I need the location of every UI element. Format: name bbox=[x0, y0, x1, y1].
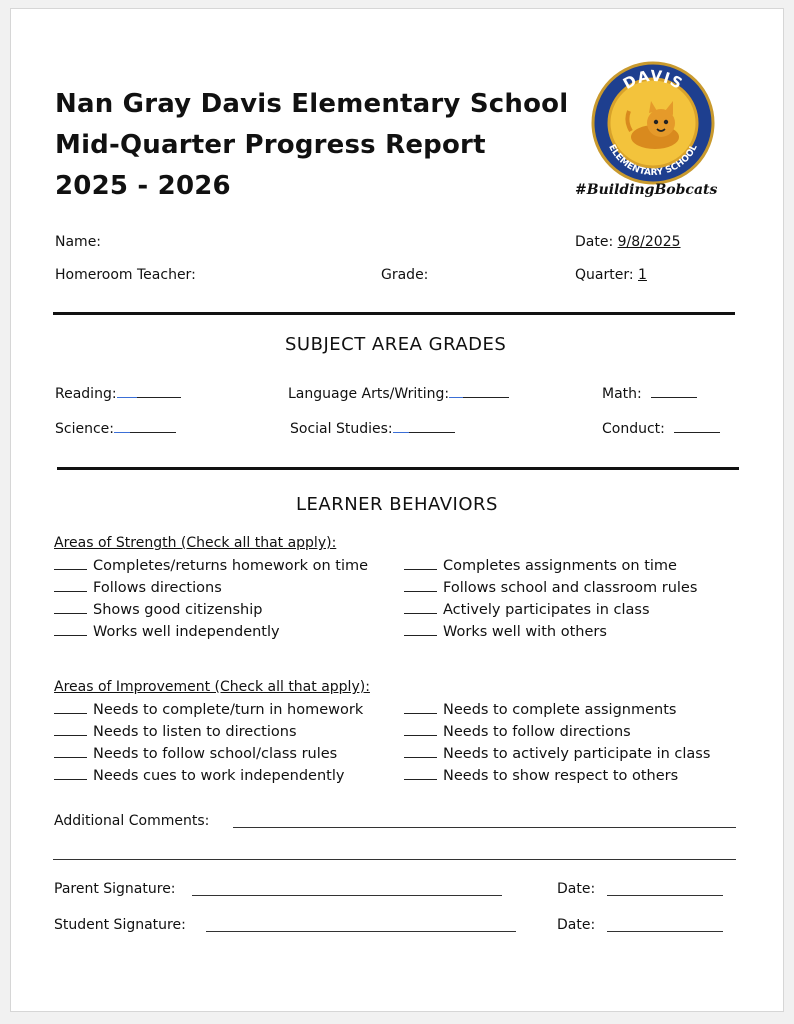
student-signature-label: Student Signature: bbox=[54, 917, 186, 933]
report-page bbox=[10, 8, 784, 1012]
checkbox-blank[interactable] bbox=[404, 624, 437, 636]
checkbox-blank[interactable] bbox=[404, 746, 437, 758]
parent-date-label: Date: bbox=[557, 881, 596, 897]
logo-text-bottom: ELEMENTARY SCHOOL bbox=[606, 143, 700, 179]
improvement-item[interactable]: Needs to show respect to others bbox=[404, 768, 678, 784]
logo-text-top: DAVIS bbox=[619, 66, 687, 94]
parent-date-line[interactable] bbox=[607, 895, 723, 896]
parent-signature-label: Parent Signature: bbox=[54, 881, 176, 897]
conduct-field bbox=[602, 420, 720, 437]
hashtag: #BuildingBobcats bbox=[575, 182, 718, 198]
improvement-heading: Areas of Improvement (Check all that apply): bbox=[54, 679, 370, 695]
language-arts-field bbox=[288, 385, 509, 402]
checkbox-blank[interactable] bbox=[54, 746, 87, 758]
subject-grades-title: SUBJECT AREA GRADES bbox=[285, 334, 507, 355]
improvement-item[interactable]: Needs cues to work independently bbox=[54, 768, 344, 784]
reading-label: Reading: bbox=[55, 386, 117, 402]
math-blank[interactable] bbox=[651, 385, 697, 398]
math-label: Math: bbox=[602, 386, 642, 402]
student-date-line[interactable] bbox=[607, 931, 723, 932]
report-title: Mid-Quarter Progress Report bbox=[55, 130, 486, 160]
strength-item[interactable]: Follows school and classroom rules bbox=[404, 580, 697, 596]
comments-line-2[interactable] bbox=[53, 859, 736, 860]
teacher-label: Homeroom Teacher: bbox=[55, 267, 196, 283]
date-value: 9/8/2025 bbox=[617, 234, 681, 250]
reading-blank[interactable] bbox=[137, 385, 181, 398]
checkbox-blank[interactable] bbox=[54, 602, 87, 614]
school-name: Nan Gray Davis Elementary School bbox=[55, 89, 569, 119]
improvement-item[interactable]: Needs to complete assignments bbox=[404, 702, 676, 718]
strength-item[interactable]: Completes assignments on time bbox=[404, 558, 677, 574]
checkbox-blank[interactable] bbox=[404, 768, 437, 780]
strength-item[interactable]: Follows directions bbox=[54, 580, 222, 596]
strength-item[interactable]: Completes/returns homework on time bbox=[54, 558, 368, 574]
math-field bbox=[602, 385, 697, 402]
comments-line-1[interactable] bbox=[233, 827, 736, 828]
behaviors-title: LEARNER BEHAVIORS bbox=[296, 494, 498, 515]
checkbox-blank[interactable] bbox=[54, 702, 87, 714]
strength-item[interactable]: Actively participates in class bbox=[404, 602, 650, 618]
social-studies-label: Social Studies: bbox=[290, 421, 393, 437]
strength-item[interactable]: Works well independently bbox=[54, 624, 280, 640]
school-logo bbox=[591, 61, 715, 185]
improvement-item[interactable]: Needs to listen to directions bbox=[54, 724, 297, 740]
date-label: Date: bbox=[575, 234, 614, 250]
language-arts-blank[interactable] bbox=[463, 385, 509, 398]
grade-label: Grade: bbox=[381, 267, 429, 283]
social-studies-blank[interactable] bbox=[409, 420, 455, 433]
comments-label: Additional Comments: bbox=[54, 813, 210, 829]
improvement-item[interactable]: Needs to follow school/class rules bbox=[54, 746, 337, 762]
science-field bbox=[55, 420, 176, 437]
improvement-item[interactable]: Needs to follow directions bbox=[404, 724, 631, 740]
conduct-label: Conduct: bbox=[602, 421, 665, 437]
checkbox-blank[interactable] bbox=[404, 602, 437, 614]
checkbox-blank[interactable] bbox=[404, 558, 437, 570]
checkbox-blank[interactable] bbox=[54, 724, 87, 736]
school-year: 2025 - 2026 bbox=[55, 171, 231, 201]
quarter-label: Quarter: bbox=[575, 267, 634, 283]
science-label: Science: bbox=[55, 421, 114, 437]
science-blank[interactable] bbox=[130, 420, 176, 433]
checkbox-blank[interactable] bbox=[54, 558, 87, 570]
language-arts-label: Language Arts/Writing: bbox=[288, 386, 450, 402]
reading-field bbox=[55, 385, 181, 402]
student-signature-line[interactable] bbox=[206, 931, 516, 932]
name-label: Name: bbox=[55, 234, 102, 250]
quarter-field bbox=[575, 267, 647, 283]
strength-item[interactable]: Shows good citizenship bbox=[54, 602, 262, 618]
strength-heading: Areas of Strength (Check all that apply): bbox=[54, 535, 337, 551]
parent-signature-line[interactable] bbox=[192, 895, 502, 896]
improvement-item[interactable]: Needs to complete/turn in homework bbox=[54, 702, 363, 718]
student-date-label: Date: bbox=[557, 917, 596, 933]
divider-top bbox=[53, 312, 735, 315]
checkbox-blank[interactable] bbox=[404, 580, 437, 592]
improvement-item[interactable]: Needs to actively participate in class bbox=[404, 746, 710, 762]
strength-item[interactable]: Works well with others bbox=[404, 624, 607, 640]
conduct-blank[interactable] bbox=[674, 420, 720, 433]
checkbox-blank[interactable] bbox=[54, 624, 87, 636]
quarter-value: 1 bbox=[638, 267, 647, 283]
checkbox-blank[interactable] bbox=[404, 724, 437, 736]
social-studies-field bbox=[290, 420, 455, 437]
divider-middle bbox=[57, 467, 739, 470]
checkbox-blank[interactable] bbox=[54, 580, 87, 592]
checkbox-blank[interactable] bbox=[404, 702, 437, 714]
checkbox-blank[interactable] bbox=[54, 768, 87, 780]
date-field bbox=[575, 234, 681, 250]
